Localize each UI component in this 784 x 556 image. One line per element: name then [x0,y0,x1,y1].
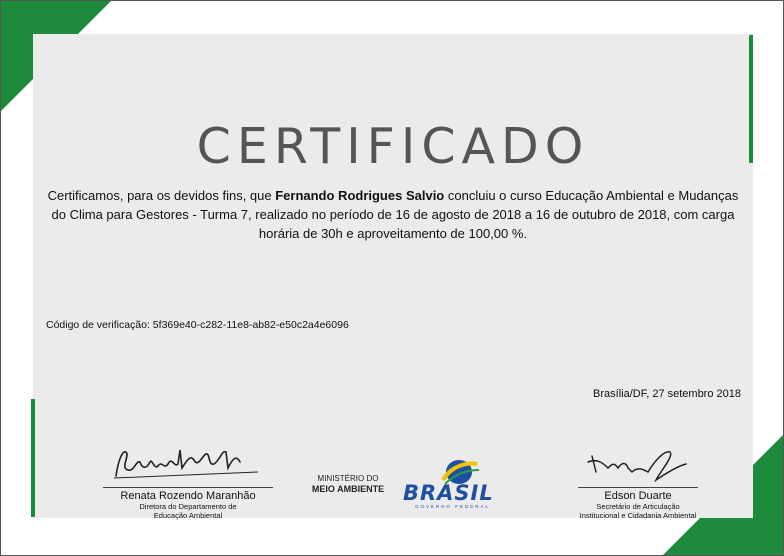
signer-role-right-2: Institucional e Cidadania Ambiental [579,511,697,520]
certificate-body [47,186,739,243]
handwritten-signature-left [108,442,268,482]
ministry-line-2: MEIO AMBIENTE [311,484,385,494]
place-date: Brasília/DF, 27 setembro 2018 [593,388,741,400]
body-text-intro: Certificamos, para os devidos fins, que [47,188,276,203]
certificate-title: CERTIFICADO [196,118,590,175]
signer-role-left-1: Diretora do Departamento de [139,502,237,511]
body-text-course: concluiu o curso Educação Ambiental e Mudanças do Clima para Gestores - Turma 7, realizado no período de 16 de agosto de 2018 a 16 de outubro de 2018, com carga horária de 30h e aproveitamento de 100,00 %. [51,188,739,241]
certificate-panel [33,34,753,518]
ministry-logo [305,474,391,494]
signature-block-right [558,442,718,520]
verification-code: Código de verificação: 5f369e40-c282-11e8-ab82-e50c2a4e6096 [46,319,349,331]
green-accent-bar-right [749,35,753,163]
handwritten-signature-right [578,442,698,482]
signature-block-left [93,442,283,520]
signer-role-right-1: Secretário de Articulação [596,502,680,511]
signature-line-right [578,487,698,488]
signer-name-left: Renata Rozendo Maranhão [120,490,256,502]
signature-line-left [103,487,273,488]
green-accent-bar-left [31,399,35,517]
brasil-logo-subtitle: GOVERNO FEDERAL [415,504,491,509]
brasil-logo-text: BRASIL [403,481,494,505]
signer-role-left-2: Educação Ambiental [153,511,223,520]
recipient-name: Fernando Rodrigues Salvio [275,188,445,203]
government-logos [305,454,525,510]
signer-name-right: Edson Duarte [604,490,672,502]
ministry-line-1: MINISTÉRIO DO [317,474,379,483]
